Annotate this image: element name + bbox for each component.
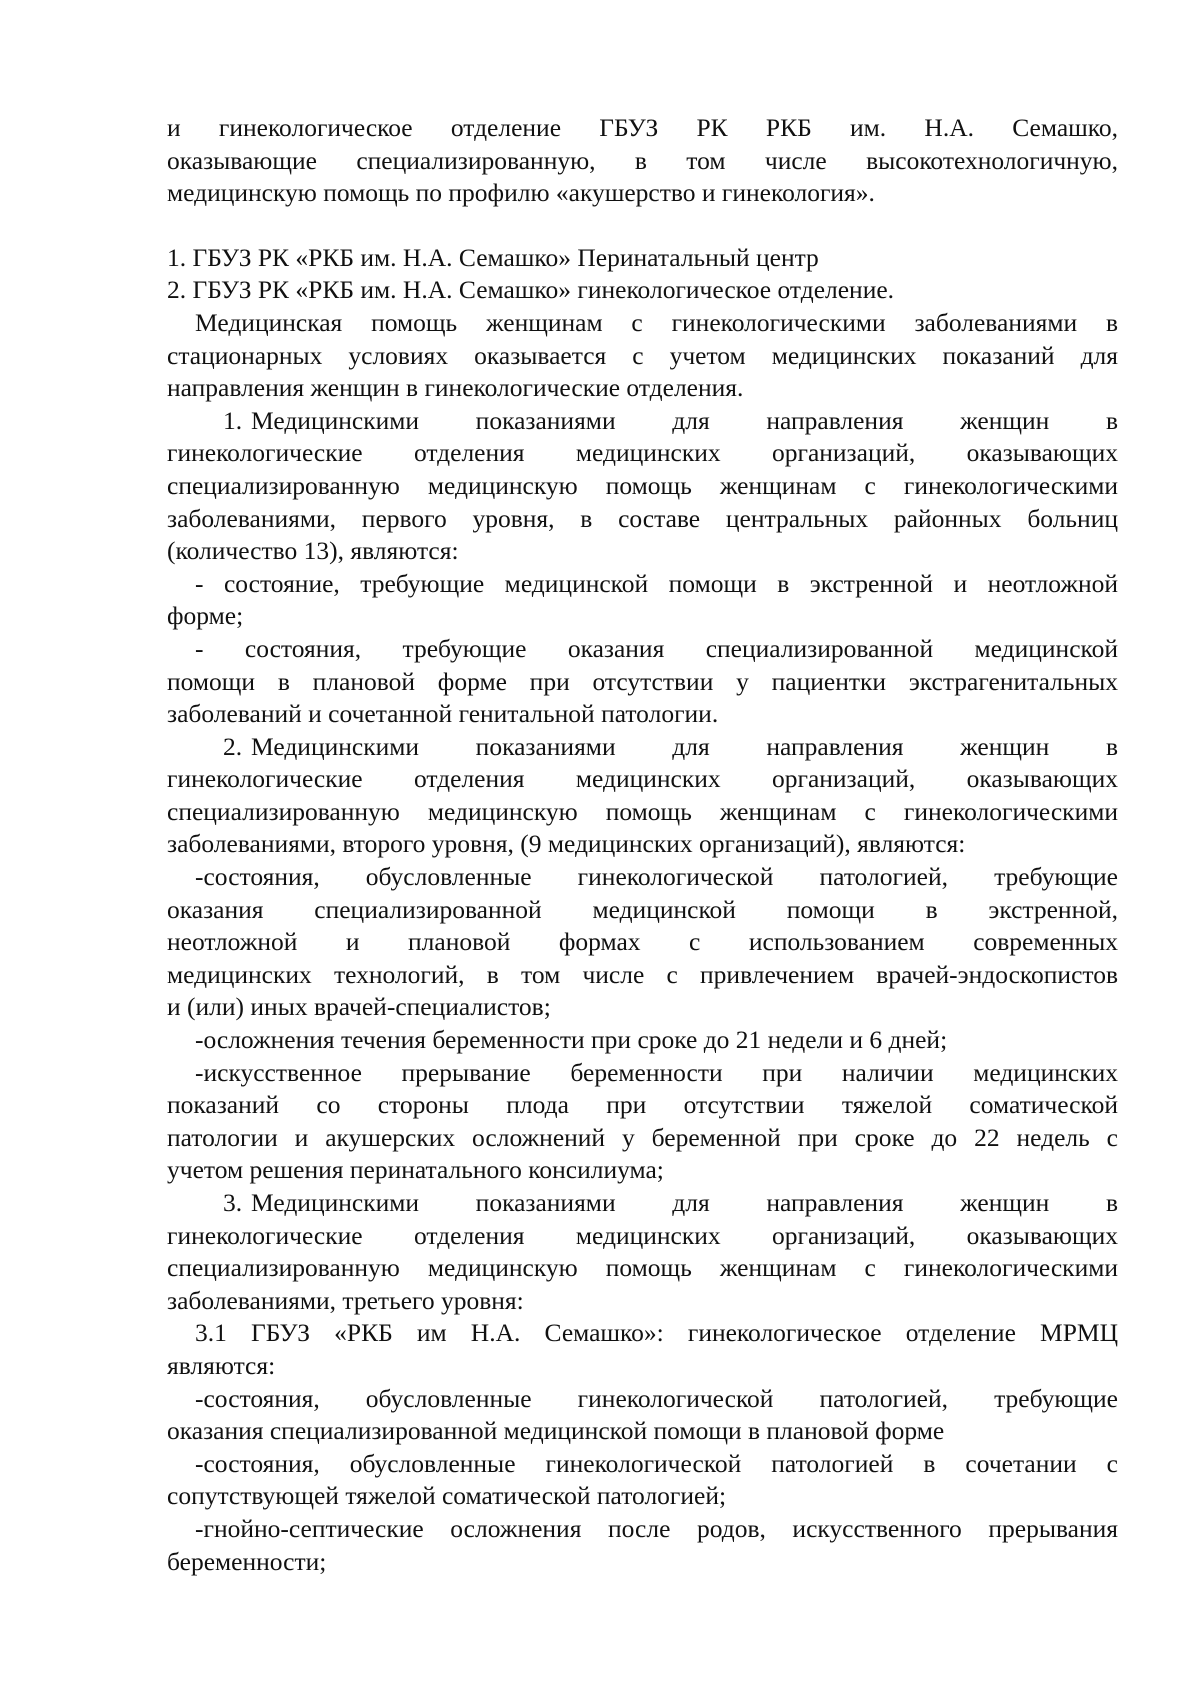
list-item: 2. ГБУЗ РК «РКБ им. Н.А. Семашко» гинекологическое отделение. <box>167 275 895 305</box>
section-line: заболеваниями, третьего уровня: <box>167 1285 524 1315</box>
bullet-line: -искусственное прерывание беременности при наличии медицинских <box>195 1057 1118 1087</box>
section-3-heading <box>167 1187 1118 1220</box>
section-2-heading <box>167 731 1118 764</box>
section-1-heading <box>167 405 1118 438</box>
section-line: (количество 13), являются: <box>167 536 459 566</box>
bullet-line: оказания специализированной медицинской помощи в экстренной, <box>167 894 1118 924</box>
section-number: 2. <box>223 731 243 761</box>
bullet-line: -осложнения течения беременности при сроке до 21 недели и 6 дней; <box>195 1025 948 1055</box>
bullet-line: и (или) иных врачей-специалистов; <box>167 992 551 1022</box>
bullet-line: беременности; <box>167 1546 327 1576</box>
intro-line: и гинекологическое отделение ГБУЗ РК РКБ им. Н.А. Семашко, <box>167 113 1118 142</box>
bullet-line: помощи в плановой форме при отсутствии у пациентки экстрагенитальных <box>167 666 1118 696</box>
bullet-line: -состояния, обусловленные гинекологической патологией, требующие <box>195 862 1118 892</box>
subsection-line: являются: <box>167 1350 276 1380</box>
section-line: заболеваниями, второго уровня, (9 медицинских организаций), являются: <box>167 829 966 859</box>
section-number: 1. <box>223 405 243 435</box>
section-line: специализированную медицинскую помощь женщинам с гинекологическими <box>167 1253 1118 1283</box>
bullet-line: - состояние, требующие медицинской помощи в экстренной и неотложной <box>195 568 1118 598</box>
section-line: гинекологические отделения медицинских организаций, оказывающих <box>167 1220 1118 1250</box>
section-line: гинекологические отделения медицинских организаций, оказывающих <box>167 764 1118 794</box>
bullet-line: -гнойно-септические осложнения после родов, искусственного прерывания <box>195 1513 1118 1543</box>
bullet-line: заболеваний и сочетанной генитальной патологии. <box>167 699 719 729</box>
section-line: заболеваниями, первого уровня, в составе центральных районных больниц <box>167 503 1118 533</box>
bullet-line: -состояния, обусловленные гинекологической патологией, требующие <box>195 1383 1118 1413</box>
bullet-line: патологии и акушерских осложнений у беременной при сроке до 22 недель с <box>167 1122 1118 1152</box>
bullet-line: - состояния, требующие оказания специализированной медицинской <box>195 633 1118 663</box>
bullet-line: форме; <box>167 601 244 631</box>
spacer <box>167 210 1118 242</box>
intro-line: оказывающие специализированную, в том числе высокотехнологичную, <box>167 145 1118 175</box>
section-line: специализированную медицинскую помощь женщинам с гинекологическими <box>167 796 1118 826</box>
paragraph-line: стационарных условиях оказывается с учетом медицинских показаний для <box>167 340 1118 370</box>
subsection-line: 3.1 ГБУЗ «РКБ им Н.А. Семашко»: гинекологическое отделение МРМЦ <box>195 1318 1118 1348</box>
section-1-first-line: Медицинскими показаниями для направления женщин в <box>251 405 1118 435</box>
bullet-line: учетом решения перинатального консилиума; <box>167 1155 664 1185</box>
bullet-line: неотложной и плановой формах с использованием современных <box>167 927 1118 957</box>
bullet-line: показаний со стороны плода при отсутствии тяжелой соматической <box>167 1090 1118 1120</box>
bullet-line: медицинских технологий, в том числе с привлечением врачей-эндоскопистов <box>167 959 1118 989</box>
section-number: 3. <box>223 1188 243 1217</box>
section-2-first-line: Медицинскими показаниями для направления женщин в <box>251 731 1118 761</box>
paragraph-line: направления женщин в гинекологические отделения. <box>167 373 744 403</box>
section-line: специализированную медицинскую помощь женщинам с гинекологическими <box>167 470 1118 500</box>
section-line: гинекологические отделения медицинских организаций, оказывающих <box>167 438 1118 468</box>
intro-line: медицинскую помощь по профилю «акушерство и гинекология». <box>167 178 875 208</box>
bullet-line: оказания специализированной медицинской помощи в плановой форме <box>167 1416 945 1446</box>
bullet-line: -состояния, обусловленные гинекологической патологией в сочетании с <box>195 1448 1118 1478</box>
section-3-first-line: Медицинскими показаниями для направления женщин в <box>251 1188 1118 1217</box>
paragraph-line: Медицинская помощь женщинам с гинекологическими заболеваниями в <box>195 307 1118 337</box>
bullet-line: сопутствующей тяжелой соматической патологией; <box>167 1481 727 1511</box>
list-item: 1. ГБУЗ РК «РКБ им. Н.А. Семашко» Перинатальный центр <box>167 242 819 272</box>
document-body <box>167 112 1118 1578</box>
